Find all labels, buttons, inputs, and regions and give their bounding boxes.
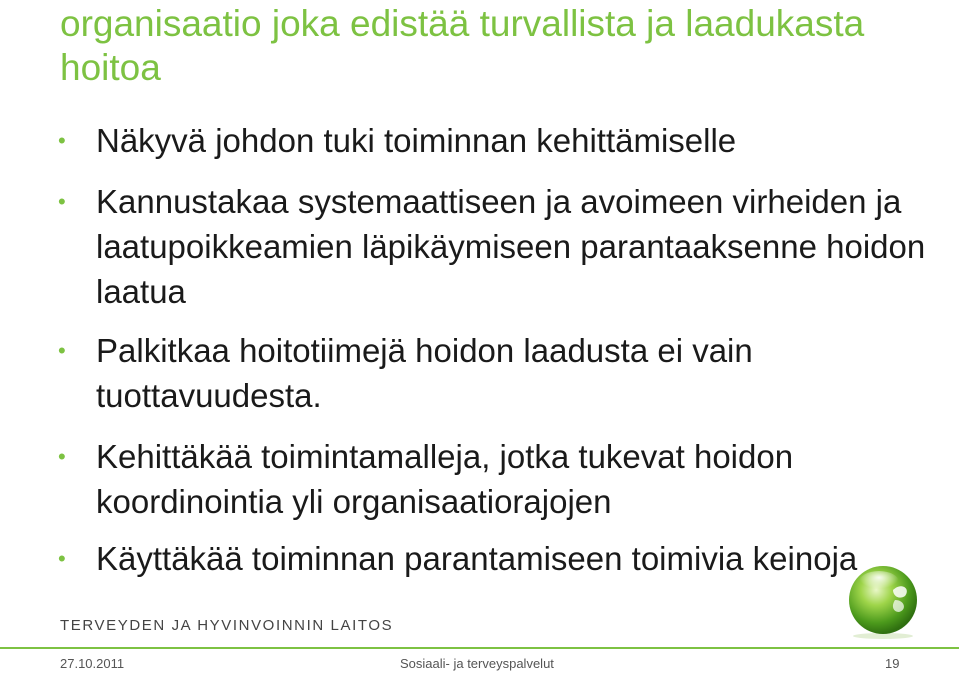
bullet-item bbox=[58, 434, 938, 524]
bullet-marker-icon: • bbox=[58, 128, 66, 153]
bullet-item bbox=[58, 536, 938, 581]
bullet-text: Kannustakaa systemaattiseen ja avoimeen virheiden ja laatupoikkeamien läpikäymiseen parantaaksenne hoidon laatua bbox=[96, 183, 926, 310]
bullet-text: Näkyvä johdon tuki toiminnan kehittämiselle bbox=[96, 122, 737, 159]
bullet-item bbox=[58, 328, 938, 418]
bullet-item bbox=[58, 118, 938, 163]
green-orb-logo-icon bbox=[835, 560, 931, 640]
slide-title: organisaatio joka edistää turvallista ja laadukasta hoitoa bbox=[60, 3, 865, 88]
bullet-text: Käyttäkää toiminnan parantamiseen toimivia keinoja bbox=[96, 540, 858, 577]
bullet-marker-icon: • bbox=[58, 189, 66, 214]
bullet-text: Kehittäkää toimintamalleja, jotka tukevat hoidon koordinointia yli organisaatiorajojen bbox=[96, 438, 794, 520]
bullet-marker-icon: • bbox=[58, 546, 66, 571]
bullet-list bbox=[58, 118, 938, 581]
bullet-text: Palkitkaa hoitotiimejä hoidon laadusta ei vain tuottavuudesta. bbox=[96, 332, 753, 414]
footer-date: 27.10.2011 bbox=[60, 656, 125, 671]
footer-title: Sosiaali- ja terveyspalvelut bbox=[400, 656, 554, 671]
bullet-marker-icon: • bbox=[58, 338, 66, 363]
bullet-marker-icon: • bbox=[58, 444, 66, 469]
slide-footer bbox=[0, 647, 959, 676]
organization-logo-text: TERVEYDEN JA HYVINVOINNIN LAITOS bbox=[60, 617, 394, 634]
bullet-item bbox=[58, 179, 938, 314]
page-number: 19 bbox=[885, 656, 900, 671]
footer-divider bbox=[0, 647, 959, 649]
